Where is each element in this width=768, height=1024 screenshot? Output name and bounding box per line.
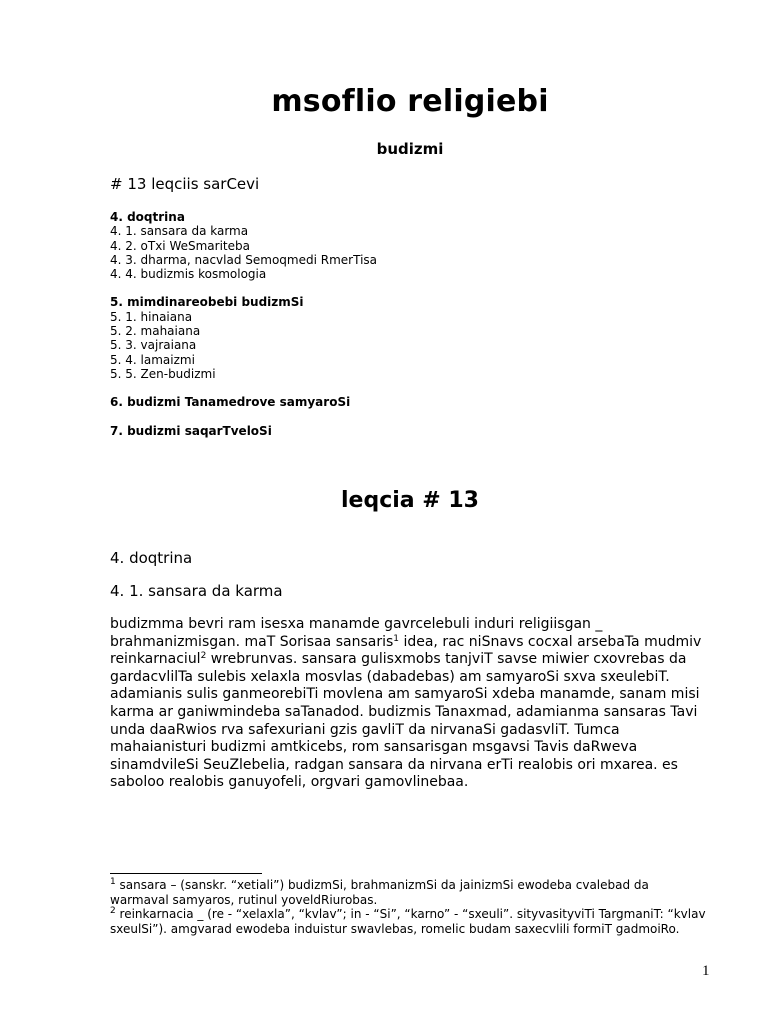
toc-group	[110, 210, 710, 281]
toc-item: 5. 1. hinaiana	[110, 309, 193, 324]
toc-item: 5. 5. Zen-budizmi	[110, 366, 216, 381]
toc-group	[110, 295, 710, 381]
toc-item: 4. 4. budizmis kosmologia	[110, 267, 267, 282]
paragraph-text: idea, rac niSnavs cocxal arsebaTa mudmiv reinkarnaciul	[110, 633, 702, 668]
toc-heading: # 13 leqciis sarCevi	[110, 175, 260, 193]
toc-group	[110, 395, 710, 409]
footnote-mark: 1	[110, 877, 116, 887]
lecture-title: leqcia # 13	[340, 488, 479, 513]
footnote-separator	[110, 873, 262, 874]
toc-item: 4. 1. sansara da karma	[110, 224, 249, 239]
page-number: 1	[702, 963, 710, 979]
footnotes	[110, 878, 710, 936]
section-heading: 4. doqtrina	[110, 549, 193, 567]
footnote-mark: 2	[110, 906, 116, 916]
footnote	[110, 907, 710, 936]
toc-section-title: 4. doqtrina	[110, 210, 185, 224]
body-paragraph	[110, 616, 710, 792]
footnote-text: reinkarnacia _ (re - “xelaxla”, “kvlav”; in - “Si”, “karno” - “sxeuli”. sityvasityviTi TargmaniT: “kvlav sxeulSi”). amgvarad ewodeba induistur swavlebas, romelic budam saxecvlili formiT gadmoiRo.	[110, 907, 706, 936]
toc-item: 5. 3. vajraiana	[110, 338, 197, 353]
paragraph-text: budizmma bevri ram isesxa manamde gavrcelebuli induri religiisgan _ brahmanizmisgan. maT Sorisaa sansaris	[110, 616, 603, 650]
toc-section-title: 7. budizmi saqarTveloSi	[110, 423, 272, 438]
toc-item: 4. 2. oTxi WeSmariteba	[110, 238, 250, 253]
footnote-ref-1: 1	[393, 633, 399, 644]
table-of-contents	[110, 210, 710, 452]
document-title: msoflio religiebi	[271, 84, 549, 119]
document-subtitle: budizmi	[376, 140, 444, 158]
footnote-ref-2: 2	[200, 651, 207, 662]
toc-item: 5. 4. lamaizmi	[110, 352, 195, 367]
toc-item: 5. 2. mahaiana	[110, 324, 201, 339]
paragraph-text: wrebrunvas. sansara gulisxmobs tanjviT savse miwier cxovrebas da gardacvlilTa sulebis xelaxla mosvlas (dabadebas) am samyaroSi sxva sxeulebiT. adamianis sulis ganmeorebiTi movlena am samyaroSi xdeba manamde, sanam misi karma ar ganiwmindeba saTanadod. budizmis Tanaxmad, adamianma sansaras Tavi unda daaRwios rva safexuriani gzis gavliT da nirvanaSi gadasvliT. Tumca mahaianisturi budizmi amtkicebs, rom sansarisgan msgavsi Tavis daRweva sinamdvileSi SeuZlebelia, radgan sansara da nirvana erTi realobis ori mxarea. es saboloo realobis ganuyofeli, orgvari gamovlinebaa.	[110, 651, 700, 791]
toc-item: 4. 3. dharma, nacvlad Semoqmedi RmerTisa	[110, 252, 378, 267]
toc-group	[110, 424, 710, 438]
footnote	[110, 878, 710, 907]
toc-section-title: 6. budizmi Tanamedrove samyaroSi	[110, 395, 351, 410]
subsection-heading: 4. 1. sansara da karma	[110, 582, 283, 600]
footnote-text: sansara – (sanskr. “xetiali”) budizmSi, brahmanizmSi da jainizmSi ewodeba cvalebad da warmaval samyaros, rutinul yoveldRiurobas.	[110, 878, 649, 907]
toc-section-title: 5. mimdinareobebi budizmSi	[110, 295, 304, 310]
